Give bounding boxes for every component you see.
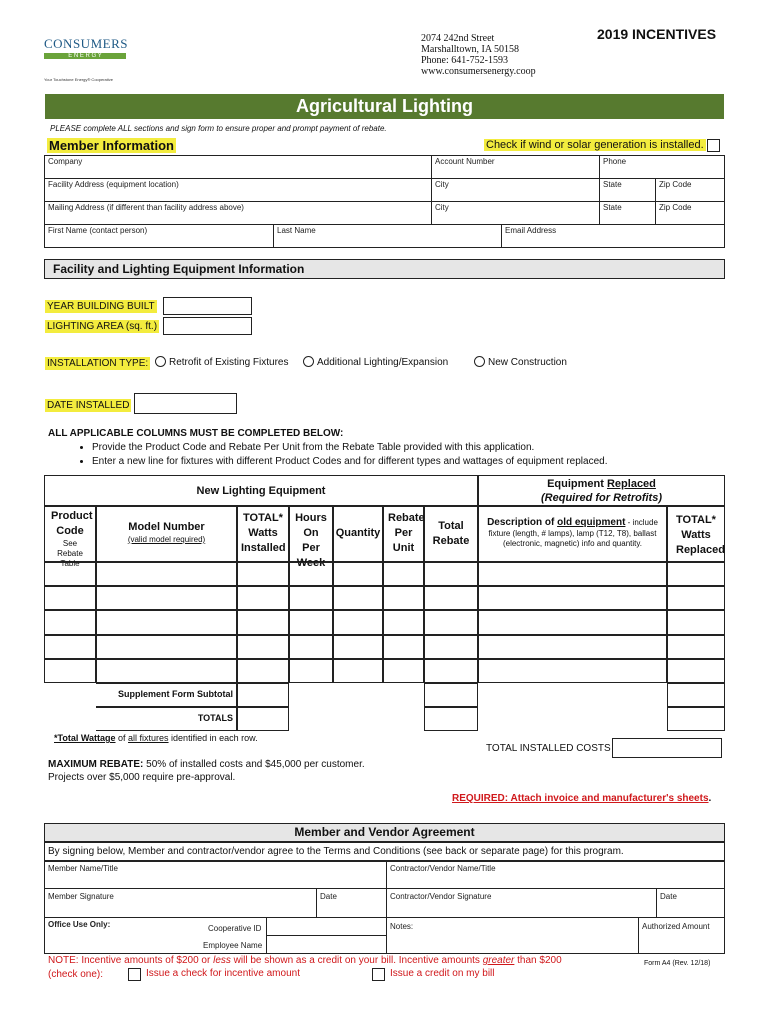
pre-approval-line: Projects over $5,000 require pre-approval. <box>48 772 236 783</box>
employee-name-input[interactable] <box>267 936 386 953</box>
phone-field[interactable]: Phone <box>603 157 627 166</box>
total-rebate-input[interactable] <box>424 610 478 634</box>
old-equipment-description-input[interactable] <box>478 635 667 659</box>
model-number-input[interactable] <box>96 635 237 659</box>
member-name-field[interactable]: Member Name/Title <box>48 864 118 873</box>
subtotal-label: Supplement Form Subtotal <box>117 689 233 699</box>
cooperative-id-input[interactable] <box>267 918 386 935</box>
facility-city-field[interactable]: City <box>435 180 449 189</box>
year-built-label: YEAR BUILDING BUILT <box>47 301 155 312</box>
product-code-input[interactable] <box>44 562 96 586</box>
page-title: Agricultural Lighting <box>45 94 724 119</box>
additional-label: Additional Lighting/Expansion <box>317 357 449 368</box>
contractor-date-field[interactable]: Date <box>660 892 677 901</box>
retrofit-radio[interactable] <box>155 356 166 367</box>
company-field[interactable]: Company <box>48 157 83 166</box>
rebate-per-unit-input[interactable] <box>383 610 424 634</box>
total-rebate-header: Total Rebate <box>424 506 478 562</box>
product-code-header: Product Code See Rebate Table <box>44 506 96 562</box>
lighting-area-input[interactable] <box>163 317 252 335</box>
model-number-input[interactable] <box>96 659 237 683</box>
total-watts-input[interactable] <box>237 659 289 683</box>
authorized-amount-field[interactable]: Authorized Amount <box>642 922 710 931</box>
quantity-input[interactable] <box>333 610 383 634</box>
quantity-input[interactable] <box>333 659 383 683</box>
account-number-field[interactable]: Account Number <box>435 157 495 166</box>
total-watts-input[interactable] <box>237 635 289 659</box>
form-id: Form A4 (Rev. 12/18) <box>644 960 711 967</box>
first-name-field[interactable]: First Name (contact person) <box>48 226 148 235</box>
old-equipment-description-input[interactable] <box>478 610 667 634</box>
valid-model-note: (valid model required) <box>127 535 206 544</box>
model-number-input[interactable] <box>96 562 237 586</box>
contractor-signature-field[interactable]: Contractor/Vendor Signature <box>390 892 492 901</box>
agreement-text: By signing below, Member and contractor/vendor agree to the Terms and Conditions (see back or separate page) for this program. <box>48 846 624 857</box>
watts-replaced-input[interactable] <box>667 562 725 586</box>
new-construction-radio[interactable] <box>474 356 485 367</box>
required-retrofits: (Required for Retrofits) <box>541 492 662 504</box>
mailing-address-field[interactable]: Mailing Address (if different than facility address above) <box>48 203 244 212</box>
hours-input[interactable] <box>289 659 333 683</box>
subtotal-watts[interactable] <box>237 683 289 707</box>
installation-option-retrofit[interactable] <box>155 356 288 368</box>
columns-note-list <box>44 441 607 469</box>
model-number-input[interactable] <box>96 610 237 634</box>
equipment-replaced-header <box>478 475 725 506</box>
incentives-year: 2019 INCENTIVES <box>597 26 717 42</box>
logo-sub: E N E R G Y <box>44 53 126 59</box>
totals-label: TOTALS <box>197 713 233 723</box>
installation-type-label: INSTALLATION TYPE: <box>47 358 149 369</box>
incentive-note: NOTE: Incentive amounts of $200 or less will be shown as a credit on your bill. Incentive amounts greater than $200 <box>48 955 562 966</box>
subtotal-watts-replaced[interactable] <box>667 683 725 707</box>
old-equipment-description-input[interactable] <box>478 562 667 586</box>
hours-input[interactable] <box>289 610 333 634</box>
mailing-zip-field[interactable]: Zip Code <box>659 203 692 212</box>
product-code-input[interactable] <box>44 635 96 659</box>
description-old-header <box>478 506 667 562</box>
employee-name-label: Employee Name <box>203 941 263 950</box>
product-code-input[interactable] <box>44 610 96 634</box>
date-installed-label: DATE INSTALLED <box>47 400 130 411</box>
totals-watts[interactable] <box>237 707 289 731</box>
agreement-title: Member and Vendor Agreement <box>294 825 475 839</box>
hours-input[interactable] <box>289 586 333 610</box>
description-old-title: Description of old equipment - include <box>487 517 658 528</box>
check-one-label: (check one): <box>48 969 104 980</box>
additional-radio[interactable] <box>303 356 314 367</box>
watts-replaced-input[interactable] <box>667 635 725 659</box>
hours-input[interactable] <box>289 635 333 659</box>
quantity-input[interactable] <box>333 586 383 610</box>
subtotal-label-cell <box>96 683 237 707</box>
rebate-per-unit-input[interactable] <box>383 635 424 659</box>
contractor-name-field[interactable]: Contractor/Vendor Name/Title <box>390 864 496 873</box>
office-use-label: Office Use Only: <box>48 920 111 929</box>
total-rebate-input[interactable] <box>424 635 478 659</box>
issue-credit-checkbox[interactable] <box>372 968 385 981</box>
address-block <box>421 33 536 77</box>
total-watts-input[interactable] <box>237 610 289 634</box>
email-field[interactable]: Email Address <box>505 226 557 235</box>
maximum-rebate <box>48 758 365 784</box>
total-installed-costs-input[interactable] <box>612 738 722 758</box>
issue-check-label: Issue a check for incentive amount <box>146 968 300 979</box>
subtotal-rebate[interactable] <box>424 683 478 707</box>
address-line-1: 2074 242nd Street <box>421 33 495 44</box>
mailing-city-field[interactable]: City <box>435 203 449 212</box>
facility-address-field[interactable]: Facility Address (equipment location) <box>48 180 179 189</box>
hours-per-week-header: Hours On Per Week <box>289 506 333 562</box>
quantity-header: Quantity <box>333 506 383 562</box>
rebate-per-unit-input[interactable] <box>383 659 424 683</box>
address-line-4: www.consumersenergy.coop <box>421 66 536 77</box>
retrofit-label: Retrofit of Existing Fixtures <box>169 357 289 368</box>
wind-solar-checkbox[interactable] <box>707 139 720 152</box>
logo-tagline: Your Touchstone Energy® Cooperative <box>44 77 113 82</box>
instructions: PLEASE complete ALL sections and sign form to ensure proper and prompt payment of rebate. <box>50 124 387 133</box>
facility-state-field[interactable]: State <box>603 180 622 189</box>
facility-section-title: Facility and Lighting Equipment Information <box>53 262 305 276</box>
cooperative-id-label: Cooperative ID <box>208 924 262 933</box>
wind-solar-label: Check if wind or solar generation is installed. <box>486 139 704 151</box>
member-date-field[interactable]: Date <box>320 892 337 901</box>
lighting-area-label: LIGHTING AREA (sq. ft.) <box>47 321 158 332</box>
watts-replaced-input[interactable] <box>667 659 725 683</box>
total-watts-installed-header: TOTAL* Watts Installed <box>237 506 289 562</box>
date-installed-input[interactable] <box>134 393 237 414</box>
columns-note-bullet: • Enter a new line for fixtures with different Product Codes and for different types and wattages of equipment replaced. <box>92 455 607 469</box>
agreement-text-row <box>44 842 725 861</box>
new-equipment-title: New Lighting Equipment <box>196 485 326 497</box>
see-rebate-table: See Rebate Table <box>57 539 83 568</box>
model-number-header: Model Number (valid model required) <box>96 506 237 562</box>
old-equipment-description-input[interactable] <box>478 586 667 610</box>
installation-option-additional[interactable] <box>303 356 448 368</box>
equipment-replaced-title: Equipment Replaced <box>547 478 656 490</box>
model-number-input[interactable] <box>96 586 237 610</box>
new-equipment-header <box>44 475 478 506</box>
total-rebate-input[interactable] <box>424 659 478 683</box>
total-watts-input[interactable] <box>237 562 289 586</box>
facility-section-header <box>44 259 725 279</box>
issue-credit-label: Issue a credit on my bill <box>390 968 495 979</box>
total-installed-costs-label: TOTAL INSTALLED COSTS <box>486 743 611 754</box>
year-built-input[interactable] <box>163 297 252 315</box>
total-rebate-input[interactable] <box>424 562 478 586</box>
rebate-per-unit-input[interactable] <box>383 562 424 586</box>
logo <box>44 36 134 92</box>
address-line-3: Phone: 641-752-1593 <box>421 55 508 66</box>
maximum-rebate-line: MAXIMUM REBATE: 50% of installed costs and $45,000 per customer. <box>48 759 365 770</box>
columns-note-bullet: • Provide the Product Code and Rebate Per Unit from the Rebate Table provided with this application. <box>92 441 607 455</box>
mailing-state-field[interactable]: State <box>603 203 622 212</box>
last-name-field[interactable]: Last Name <box>277 226 316 235</box>
notes-field[interactable]: Notes: <box>390 922 414 931</box>
old-equipment-description-input[interactable] <box>478 659 667 683</box>
total-watts-input[interactable] <box>237 586 289 610</box>
totals-rebate[interactable] <box>424 707 478 731</box>
agreement-header <box>44 823 725 842</box>
logo-name: CONSUMERS <box>44 36 128 51</box>
rebate-per-unit-input[interactable] <box>383 586 424 610</box>
facility-zip-field[interactable]: Zip Code <box>659 180 692 189</box>
rebate-per-unit-header: Rebate Per Unit <box>383 506 424 562</box>
required-attach: REQUIRED: Attach invoice and manufacturer's sheets. <box>452 793 712 804</box>
quantity-input[interactable] <box>333 635 383 659</box>
total-watts-replaced-header: TOTAL* Watts Replaced <box>667 506 725 562</box>
installation-option-new[interactable] <box>474 356 567 368</box>
wattage-footnote: *Total Wattage of all fixtures identified in each row. <box>54 733 258 743</box>
issue-check-checkbox[interactable] <box>128 968 141 981</box>
totals-watts-replaced[interactable] <box>667 707 725 731</box>
totals-label-cell <box>96 707 237 731</box>
columns-note-title: ALL APPLICABLE COLUMNS MUST BE COMPLETED BELOW: <box>48 428 344 439</box>
description-old-detail: fixture (length, # lamps), lamp (T12, T8), ballast (electronic, magnetic) info and quantity. <box>488 529 657 548</box>
hours-input[interactable] <box>289 562 333 586</box>
member-info-title: Member Information <box>49 138 174 153</box>
address-line-2: Marshalltown, IA 50158 <box>421 44 520 55</box>
watts-replaced-input[interactable] <box>667 586 725 610</box>
new-construction-label: New Construction <box>488 357 567 368</box>
quantity-input[interactable] <box>333 562 383 586</box>
member-signature-field[interactable]: Member Signature <box>48 892 114 901</box>
watts-replaced-input[interactable] <box>667 610 725 634</box>
product-code-input[interactable] <box>44 586 96 610</box>
product-code-input[interactable] <box>44 659 96 683</box>
total-rebate-input[interactable] <box>424 586 478 610</box>
